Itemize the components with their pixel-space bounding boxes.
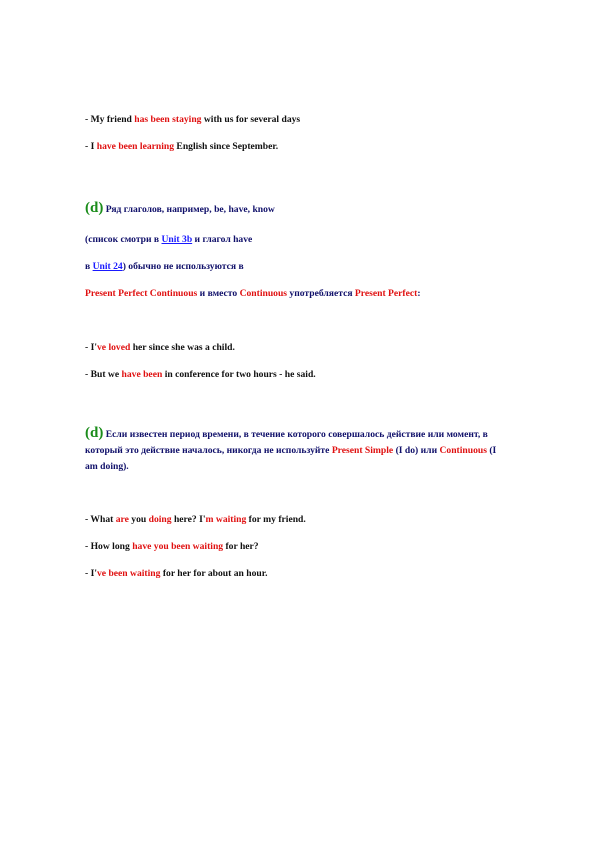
tense-name: Continuous	[239, 288, 288, 299]
text: и глагол have	[192, 234, 253, 245]
text: (I am doing).	[85, 445, 497, 472]
text: - I'	[85, 342, 97, 353]
text: - I'	[85, 568, 97, 579]
text: her since she was a child.	[130, 342, 235, 353]
tense-name: Present Simple	[331, 445, 394, 456]
highlighted-verb: are	[115, 514, 129, 525]
text: Если известен период времени, в течение которого совершалось действие или момент, в который это действие началось, никогда не используйте	[85, 429, 488, 456]
rule-paragraph	[85, 425, 510, 475]
example-sentence	[85, 342, 235, 354]
tense-name: Continuous	[439, 445, 487, 456]
text: - What	[85, 514, 116, 525]
text: в	[85, 261, 93, 272]
example-sentence	[85, 114, 300, 126]
text: употребляется	[287, 288, 355, 299]
example-sentence	[85, 369, 316, 381]
text: - I	[85, 141, 97, 152]
highlighted-verb: have been learning	[96, 141, 175, 152]
text: here? I'	[171, 514, 206, 525]
text: in conference for two hours - he said.	[162, 369, 316, 380]
highlighted-verb: m waiting	[205, 514, 247, 525]
text: for my friend.	[246, 514, 306, 525]
text: - How long	[85, 541, 133, 552]
unit-link[interactable]: Unit 24	[92, 261, 123, 272]
example-sentence	[85, 568, 268, 580]
section-marker: (d)	[85, 425, 104, 441]
highlighted-verb: ve been waiting	[97, 568, 161, 579]
text: - But we	[85, 369, 122, 380]
highlighted-verb: doing	[148, 514, 172, 525]
text: (I do) или	[393, 445, 440, 456]
unit-link[interactable]: Unit 3b	[161, 234, 193, 245]
highlighted-verb: have you been waiting	[132, 541, 224, 552]
example-sentence	[85, 541, 259, 553]
highlighted-verb: has been staying	[134, 114, 202, 125]
text: with us for several days	[201, 114, 301, 125]
rule-text: Ряд глаголов, например, be, have, know	[103, 204, 275, 215]
section-marker: (d)	[85, 200, 104, 216]
text: (список смотри в	[85, 234, 162, 245]
rule-line	[85, 261, 244, 273]
text: ) обычно не используются в	[122, 261, 244, 272]
example-sentence	[85, 514, 306, 526]
text: for her for about an hour.	[160, 568, 268, 579]
text: for her?	[223, 541, 259, 552]
text: you	[128, 514, 149, 525]
text: English since September.	[174, 141, 279, 152]
tense-name: Present Perfect Continuous	[85, 288, 198, 299]
text: - My friend	[85, 114, 135, 125]
rule-heading	[85, 201, 275, 217]
example-sentence	[85, 141, 278, 153]
text: и вместо	[197, 288, 240, 299]
rule-line	[85, 234, 252, 246]
highlighted-verb: ve loved	[97, 342, 131, 353]
highlighted-verb: have been	[121, 369, 163, 380]
tense-name: Present Perfect	[354, 288, 418, 299]
rule-line	[85, 288, 421, 300]
text: :	[417, 288, 421, 299]
